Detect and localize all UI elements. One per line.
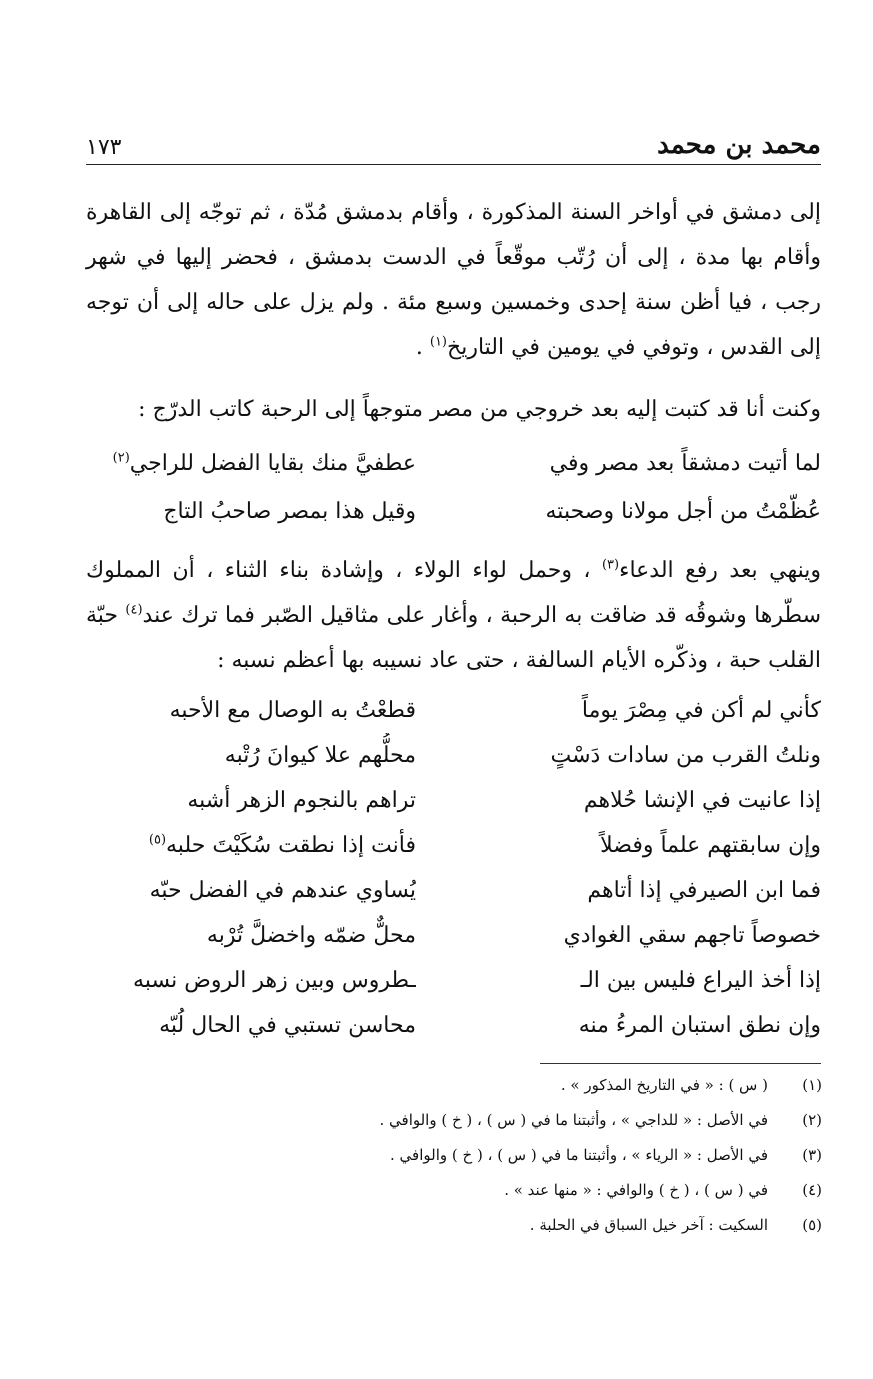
verse-first-hemistich: لما أتيت دمشقاً بعد مصر وفي: [549, 451, 821, 476]
footnote: [200, 1068, 822, 1103]
verse-line: [86, 733, 821, 778]
paragraph-1-text: إلى دمشق في أواخر السنة المذكورة ، وأقام بدمشق مُدّة ، ثم توجّه إلى القاهرة وأقام بها مدة ، إلى أن رُتّب موقّعاً في الدست بدمشق ، فحضر إليها في شهر رجب ، فيا أظن سنة إحدى وخمسين وسبع مئة . ولم يزل على حاله إلى أن توجه إلى القدس ، وتوفي في يومين في التاريخ: [86, 200, 821, 360]
footnotes: [200, 1068, 822, 1243]
footnote-ref-4: (٤): [125, 602, 143, 618]
running-header: [86, 128, 821, 165]
footnote-number: (٤): [802, 1181, 822, 1199]
footnote-ref-1: (١): [429, 334, 447, 350]
footnote-text: ( س ) : « في التاريخ المذكور » .: [560, 1076, 768, 1094]
footnote: [200, 1103, 822, 1138]
verse-first-hemistich: عُظّمْتُ من أجل مولانا وصحبته: [545, 499, 821, 524]
verse-second-hemistich: ـطروس وبين زهر الروض نسبه: [133, 968, 416, 993]
verse-second-hemistich: تراهم بالنجوم الزهر أشبه: [187, 788, 416, 813]
paragraph-3-part2: ، وحمل لواء الولاء ، وإشادة بناء الثناء ، أن المملوك سطّرها وشوقُه قد ضاقت به الرحبة ، وأغار على مثاقيل الصّبر فما ترك عند: [86, 558, 822, 628]
verse-first-hemistich: إذا أخذ اليراع فليس بين الـ: [580, 968, 821, 993]
poem-1: [86, 440, 821, 536]
footnote-text: في ( س ) ، ( خ ) والوافي : « منها عند » .: [504, 1181, 768, 1199]
verse-second-text: فأنت إذا نطقت سُكَيْتَ حلبه: [166, 833, 416, 858]
paragraph-2: [86, 387, 821, 432]
paragraph-2-text: وكنت أنا قد كتبت إليه بعد خروجي من مصر متوجهاً إلى الرحبة كاتب الدرّج :: [138, 397, 821, 422]
poem-2: [86, 688, 821, 1048]
footnote-number: (١): [802, 1076, 822, 1094]
verse-line: [86, 488, 821, 536]
verse-line: [86, 958, 821, 1003]
page-number: ١٧٣: [86, 135, 122, 160]
verse-line: [86, 913, 821, 958]
paragraph-1-end: .: [415, 335, 430, 360]
verse-second-hemistich: [86, 440, 416, 488]
footnote-ref-3: (٣): [601, 557, 620, 573]
footnote-text: السكيت : آخر خيل السباق في الحلبة .: [529, 1216, 768, 1234]
footnote-number: (٥): [802, 1216, 822, 1234]
verse-first-hemistich: فما ابن الصيرفي إذا أتاهم: [587, 878, 821, 903]
verse-first-hemistich: إذا عانيت في الإنشا حُلاهم: [583, 788, 821, 813]
footnote-separator: [540, 1063, 821, 1064]
footnote: [200, 1138, 822, 1173]
verse-second-hemistich: [86, 823, 416, 868]
footnote-number: (٣): [802, 1146, 822, 1164]
verse-line: [86, 778, 821, 823]
paragraph-3-part3: حبّة القلب حبة ، وذكّره الأيام السالفة ، حتى عاد نسيبه بها أعظم نسبه :: [86, 603, 821, 673]
footnote-number: (٢): [802, 1111, 822, 1129]
footnote-text: في الأصل : « للداجي » ، وأثبتنا ما في ( س ) ، ( خ ) والوافي .: [379, 1111, 768, 1129]
verse-second-hemistich: محلُّهم علا كيوانَ رُتْبه: [224, 743, 416, 768]
footnote: [200, 1208, 822, 1243]
verse-line: [86, 1003, 821, 1048]
verse-first-hemistich: ونلتُ القرب من سادات دَسْتٍ: [550, 743, 821, 768]
verse-line: [86, 440, 821, 488]
verse-first-hemistich: كأني لم أكن في مِصْرَ يوماً: [581, 698, 821, 723]
paragraph-3: [86, 548, 821, 683]
verse-first-hemistich: وإن سابقتهم علماً وفضلاً: [600, 833, 821, 858]
verse-second-hemistich: يُساوي عندهم في الفضل حبّه: [149, 878, 416, 903]
verse-second-hemistich: محلٌّ ضمّه واخضلَّ تُرْبه: [206, 923, 416, 948]
verse-line: [86, 868, 821, 913]
footnote-text: في الأصل : « الرياء » ، وأثبتنا ما في ( س ) ، ( خ ) والوافي .: [390, 1146, 768, 1164]
running-title: محمد بن محمد: [657, 130, 821, 160]
verse-first-hemistich: خصوصاً تاجهم سقي الغوادي: [563, 923, 821, 948]
paragraph-1: [86, 190, 821, 370]
footnote: [200, 1173, 822, 1208]
verse-first-hemistich: وإن نطق استبان المرءُ منه: [578, 1013, 821, 1038]
paragraph-3-part1: وينهي بعد رفع الدعاء: [619, 558, 821, 583]
verse-second-text: عطفيَّ منك بقايا الفضل للراجي: [129, 451, 416, 476]
verse-line: [86, 688, 821, 733]
verse-line: [86, 823, 821, 868]
verse-second-hemistich: محاسن تستبي في الحال لُبّه: [159, 1013, 416, 1038]
footnote-ref-2: (٢): [112, 450, 130, 466]
verse-second-hemistich: وقيل هذا بمصر صاحبُ التاج: [163, 499, 416, 524]
footnote-ref-5: (٥): [148, 832, 167, 848]
verse-second-hemistich: قطعْتُ به الوصال مع الأحبه: [169, 698, 416, 723]
